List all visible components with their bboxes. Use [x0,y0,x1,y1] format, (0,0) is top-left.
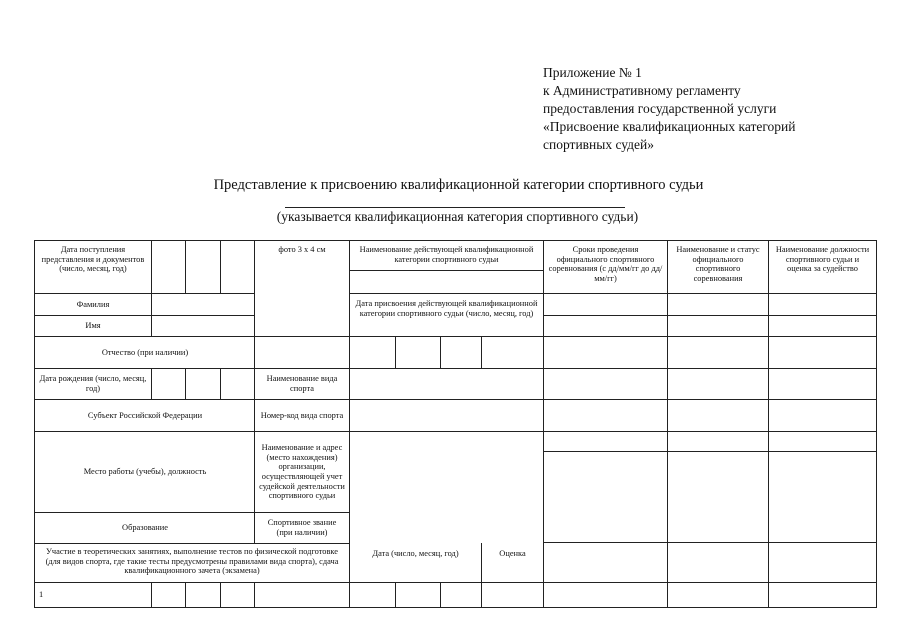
appendix-line: «Присвоение квалификационных категорий [543,119,796,134]
sport-name-label: Наименование вида спорта [266,374,338,393]
name-label: Имя [85,321,101,331]
appendix-line: к Административному регламенту [543,83,741,98]
sport-title-label: Спортивное звание (при наличии) [267,518,337,537]
row-number: 1 [39,590,44,600]
surname-label: Фамилия [76,299,110,309]
org-details-label: Наименование и адрес (место нахождения) организации, осуществляющей учет судейской деятельности спортивного судьи [259,443,345,501]
judge-position-label: Наименование должности спортивного судьи и оценка за судейство [775,245,870,274]
appendix-line: спортивных судей» [543,137,655,152]
current-category-label: Наименование действующей квалификационной категории спортивного судьи [359,245,534,264]
region-label: Субъект Российской Федерации [87,410,203,420]
grade-label: Оценка [499,549,526,558]
category-date-label: Дата присвоения действующей квалификационной категории спортивного судьи (число, месяц, год) [355,299,538,318]
appendix-line: предоставления государственной услуги [543,101,777,116]
competition-dates-label: Сроки проведения официального спортивного соревнования (с дд/мм/гг до дд/мм/гг) [548,245,663,283]
workplace-label: Место работы (учебы), должность [83,467,207,477]
competition-name-label: Наименование и статус официального спортивного соревнования [676,245,760,283]
participation-label: Участие в теоретических занятиях, выполнение тестов по физической подготовке (для видов спорта, где такие тесты предусмотрены правилами вида спорта), сдача квалификационного зачета (экзамена) [45,547,339,576]
education-label: Образование [122,523,168,533]
date-received-label: Дата поступления представления и документов (число, месяц, год) [41,245,145,274]
photo-placeholder: фото 3 х 4 см [278,245,326,254]
form-subtitle: (указывается квалификационная категория спортивного судьи) [276,209,639,224]
appendix-line: Приложение № 1 [543,65,642,80]
sport-code-label: Номер-код вида спорта [260,410,344,420]
exam-date-label: Дата (число, месяц, год) [372,549,459,558]
form-title: Представление к присвоению квалификационной категории спортивного судьи [213,177,704,193]
birth-date-label: Дата рождения (число, месяц, год) [39,374,147,393]
patronymic-label: Отчество (при наличии) [101,347,189,357]
